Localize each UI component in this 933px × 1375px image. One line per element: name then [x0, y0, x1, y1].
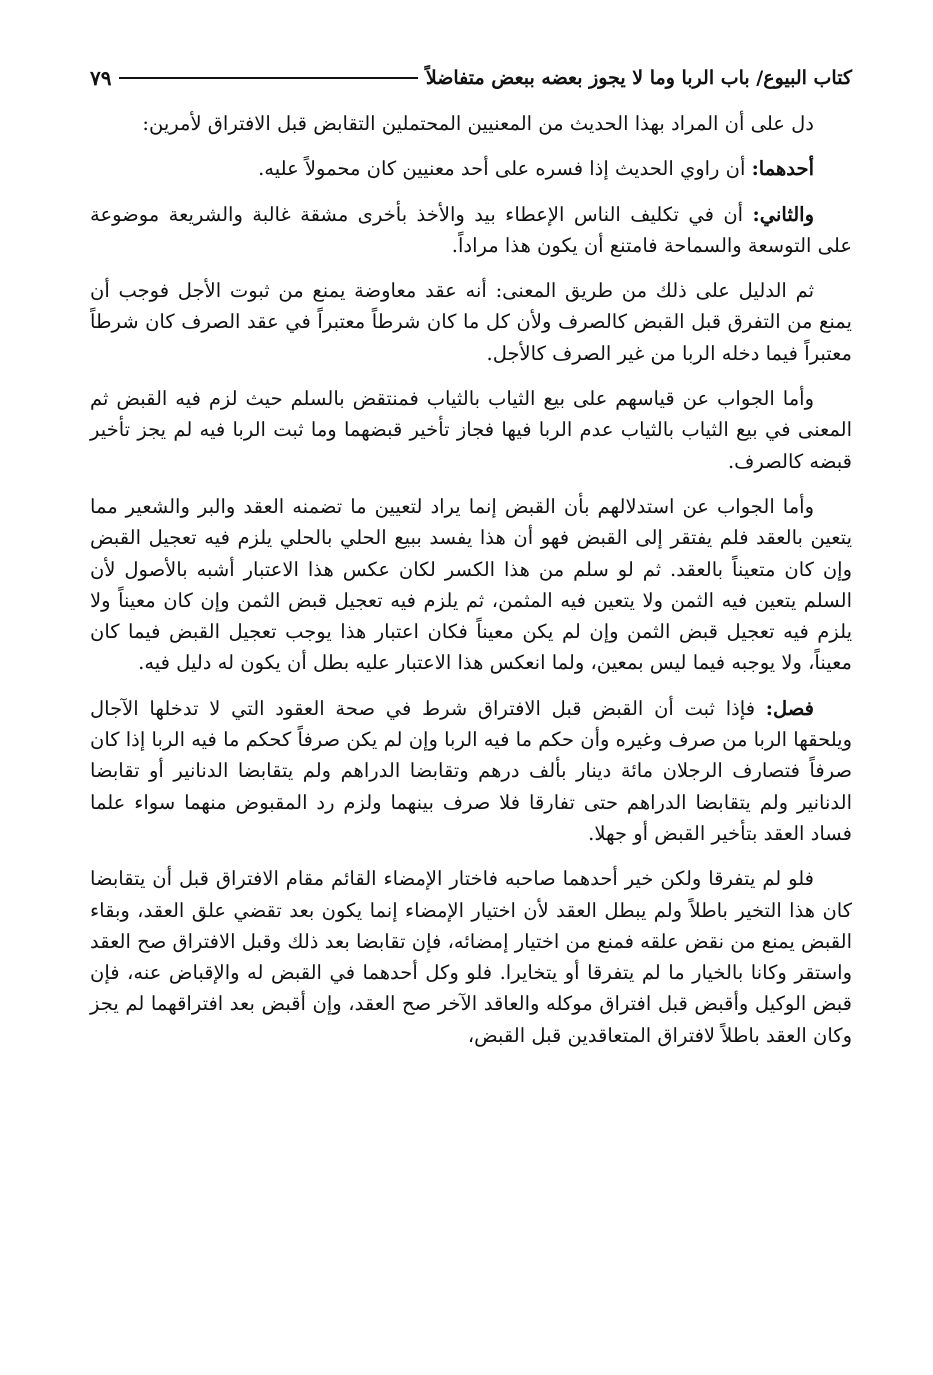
paragraph-1: دل على أن المراد بهذا الحديث من المعنيين المحتملين التقابض قبل الافتراق لأمرين: — [142, 112, 814, 135]
paragraph-7-lead: فصل: — [765, 696, 814, 720]
document-page — [90, 58, 852, 1051]
page-number: ٧٩ — [90, 66, 112, 90]
paragraph-2-text: أن راوي الحديث إذا فسره على أحد معنيين كان محمولاً عليه. — [258, 157, 752, 181]
paragraph-2-lead: أحدهما: — [751, 157, 814, 181]
header-rule — [119, 77, 417, 79]
running-title: كتاب البيوع/ باب الربا وما لا يجوز بعضه ببعض متفاضلاً — [425, 67, 852, 89]
paragraph-4: ثم الدليل على ذلك من طريق المعنى: أنه عقد معاوضة يمنع من ثبوت الأجل فوجب أن يمنع من التفرق قبل القبض كالصرف ولأن كل ما كان شرطاً معتبراً في عقد الصرف كان شرطاً معتبراً فيما دخله الربا من غير الصرف كالأجل. — [90, 279, 852, 365]
paragraph-7-text: فإذا ثبت أن القبض قبل الافتراق شرط في صحة العقود التي لا تدخلها الآجال ويلحقها الربا من صرف وغيره وأن حكم ما فيه الربا وإن لم يكن صرفاً كحكم ما فيه الربا إذا كان صرفاً فتصارف الرجلان مائة دينار بألف درهم وتقابضا الدراهم ولم يتقابضا الدنانير أو تقابضا الدنانير ولم يتقابضا الدراهم حتى تفارقا فلا صرف بينهما ولزم رد المقبوض منهما سواء علما فساد العقد بتأخير القبض أو جهلا. — [90, 696, 852, 845]
paragraph-2 — [90, 153, 852, 184]
paragraph-5: وأما الجواب عن قياسهم على بيع الثياب بالثياب فمنتقض بالسلم حيث لزم فيه القبض ثم المعنى في بيع الثياب بالثياب عدم الربا فيها فجاز تأخير قبضهما وما ثبت الربا فيه لم يجز تأخير قبضه كالصرف. — [90, 387, 852, 473]
paragraph-6: وأما الجواب عن استدلالهم بأن القبض إنما يراد لتعيين ما تضمنه العقد والبر والشعير مما يتعين بالعقد فلم يفتقر إلى القبض فهو أن هذا يفسد ببيع الحلي بالحلي يلزم فيه تعجيل القبض وإن كان متعيناً بالعقد. ثم لو سلم من هذا الكسر لكان عكس هذا الاعتبار أشبه بالأصول لأن السلم يتعين فيه الثمن ولا يتعين فيه المثمن، ثم يلزم فيه تعجيل قبض الثمن وإن كان معيناً ولا يلزم فيه تعجيل قبض الثمن وإن لم يكن معيناً فكان اعتبار هذا يوجب تعجيل القبض فيما كان معيناً، ولا يوجبه فيما ليس بمعين، ولما انعكس هذا الاعتبار عليه بطل أن يكون له دليل فيه. — [90, 494, 852, 675]
paragraph-3-text: أن في تكليف الناس الإعطاء بيد والأخذ بأخرى مشقة غالبة والشريعة موضوعة على التوسعة والسماحة فامتنع أن يكون هذا مراداً. — [90, 202, 852, 257]
paragraph-3-lead: والثاني: — [752, 202, 814, 226]
running-header — [90, 58, 852, 98]
paragraph-8: فلو لم يتفرقا ولكن خير أحدهما صاحبه فاختار الإمضاء القائم مقام الافتراق قبل أن يتقابضا كان هذا التخير باطلاً ولم يبطل العقد لأن اختيار الإمضاء إنما يكون بعد تقضي علق العقد، وبقاء القبض يمنع من نقض علقه فمنع من اختيار إمضائه، فإن تقابضا بعد ذلك وقبل الافتراق صح العقد واستقر وكانا بالخيار ما لم يتفرقا أو يتخايرا. فلو وكل أحدهما في القبض له والإقباض عنه، فإن قبض الوكيل وأقبض قبل افتراق موكله والعاقد الآخر صح العقد، وإن أقبض بعد افتراقهما لم يجز وكان العقد باطلاً لافتراق المتعاقدين قبل القبض، — [90, 867, 852, 1047]
paragraph-7 — [90, 693, 852, 849]
paragraph-3 — [90, 199, 852, 262]
